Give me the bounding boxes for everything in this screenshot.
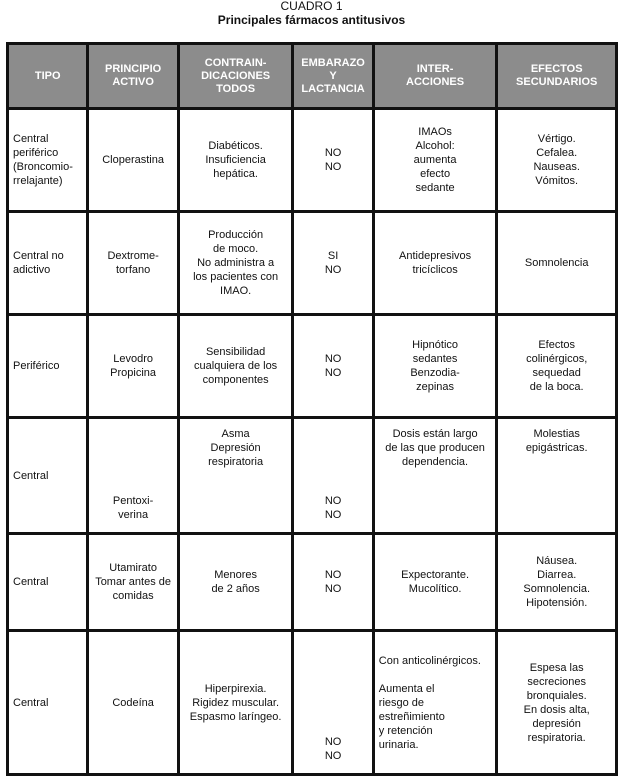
cell-principio-activo: Cloperastina [89, 110, 176, 210]
cell-efectos-secundarios: Efectos colinérgicos, sequedad de la boca. [498, 316, 615, 416]
cell-principio-activo: Utamirato Tomar antes de comidas [89, 535, 176, 629]
cell-contraindicaciones: Asma Depresión respiratoria [180, 419, 292, 532]
header-embarazo-lactancia: EMBARAZO Y LACTANCIA [294, 45, 371, 107]
cell-efectos-secundarios: Molestias epigástricas. [498, 419, 615, 532]
cell-efectos-secundarios: Espesa las secreciones bronquiales. En dosis alta, depresión respiratoria. [498, 632, 615, 773]
table-row [9, 110, 615, 210]
cell-efectos-secundarios: Náusea. Diarrea. Somnolencia. Hipotensión. [498, 535, 615, 629]
cell-tipo: Central periférico (Broncomio- rrelajante) [9, 110, 86, 210]
cell-efectos-secundarios: Vértigo. Cefalea. Nauseas. Vómitos. [498, 110, 615, 210]
cell-embarazo-lactancia: NO NO [294, 110, 371, 210]
cell-tipo: Periférico [9, 316, 86, 416]
cell-embarazo-lactancia: SI NO [294, 213, 371, 313]
cell-tipo: Central [9, 419, 86, 532]
cell-contraindicaciones: Hiperpirexia. Rigidez muscular. Espasmo laríngeo. [180, 632, 292, 773]
cell-embarazo-lactancia: NO NO [294, 535, 371, 629]
cell-tipo: Central [9, 535, 86, 629]
cell-tipo: Central [9, 632, 86, 773]
cell-embarazo-lactancia: NO NO [294, 316, 371, 416]
table-row [9, 632, 615, 773]
header-contraindicaciones: CONTRAIN- DICACIONES TODOS [180, 45, 292, 107]
header-principio-activo: PRINCIPIO ACTIVO [89, 45, 176, 107]
table-row [9, 213, 615, 313]
table-row [9, 419, 615, 532]
cell-embarazo-lactancia: NO NO [294, 419, 371, 532]
cell-tipo: Central no adictivo [9, 213, 86, 313]
header-row [9, 45, 615, 107]
cell-efectos-secundarios: Somnolencia [498, 213, 615, 313]
cell-interacciones: Con anticolinérgicos. Aumenta el riesgo de estreñimiento y retención urinaria. [375, 632, 496, 773]
cell-embarazo-lactancia: NO NO [294, 632, 371, 773]
cell-interacciones: IMAOs Alcohol: aumenta efecto sedante [375, 110, 496, 210]
cell-principio-activo: Levodro Propicina [89, 316, 176, 416]
table-row [9, 535, 615, 629]
antitussive-drugs-table [6, 42, 618, 776]
header-efectos-secundarios: EFECTOS SECUNDARIOS [498, 45, 615, 107]
cell-principio-activo: Codeína [89, 632, 176, 773]
cell-principio-activo: Pentoxi- verina [89, 419, 176, 532]
table-number: CUADRO 1 [280, 0, 343, 13]
cell-interacciones: Hipnótico sedantes Benzodia- zepinas [375, 316, 496, 416]
table-title: Principales fármacos antitusivos [217, 13, 406, 27]
cell-interacciones: Antidepresivos tricíclicos [375, 213, 496, 313]
cell-contraindicaciones: Sensibilidad cualquiera de los componentes [180, 316, 292, 416]
table-row [9, 316, 615, 416]
cell-principio-activo: Dextrome- torfano [89, 213, 176, 313]
cell-contraindicaciones: Diabéticos. Insuficiencia hepática. [180, 110, 292, 210]
header-interacciones: INTER- ACCIONES [375, 45, 496, 107]
cell-interacciones: Dosis están largo de las que producen dependencia. [375, 419, 496, 532]
cell-contraindicaciones: Menores de 2 años [180, 535, 292, 629]
cell-interacciones: Expectorante. Mucolítico. [375, 535, 496, 629]
header-tipo: TIPO [9, 45, 86, 107]
cell-contraindicaciones: Producción de moco. No administra a los pacientes con IMAO. [180, 213, 292, 313]
